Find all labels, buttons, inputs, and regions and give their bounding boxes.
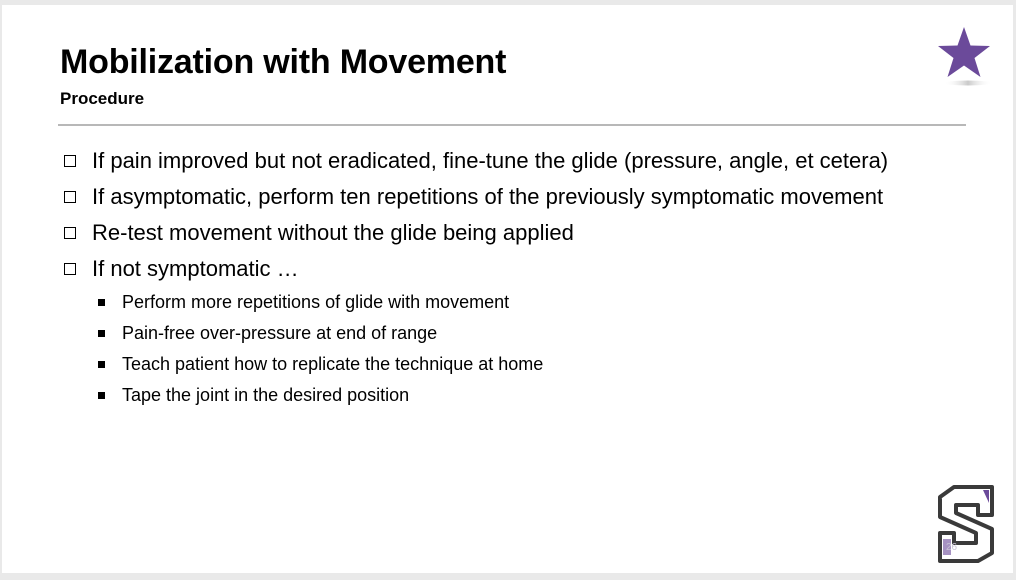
bullet-item	[62, 215, 888, 251]
filled-square-icon	[98, 299, 105, 306]
bullet-item	[62, 251, 888, 287]
s-shield-logo	[936, 483, 996, 565]
bullet-text: If asymptomatic, perform ten repetitions of the previously symptomatic movement	[92, 184, 884, 209]
slide-subtitle: Procedure	[60, 89, 145, 108]
star-icon	[934, 25, 994, 89]
bullet-item	[62, 179, 888, 215]
bullet-list	[62, 143, 888, 411]
page-number: 26	[946, 542, 958, 553]
subbullet-item	[98, 287, 888, 318]
subbullet-text: Tape the joint in the desired position	[122, 385, 410, 405]
subbullet-item	[98, 349, 888, 380]
bullet-item	[62, 143, 888, 179]
subbullet-item	[98, 318, 888, 349]
bullet-text: If not symptomatic …	[92, 256, 299, 281]
subbullet-group	[62, 287, 888, 411]
hollow-square-icon	[64, 155, 76, 167]
hollow-square-icon	[64, 191, 76, 203]
bullet-text: Re-test movement without the glide being applied	[92, 220, 574, 245]
subbullet-text: Perform more repetitions of glide with movement	[122, 292, 510, 312]
filled-square-icon	[98, 392, 105, 399]
subbullet-item	[98, 380, 888, 411]
hollow-square-icon	[64, 263, 76, 275]
filled-square-icon	[98, 330, 105, 337]
hollow-square-icon	[64, 227, 76, 239]
subbullet-text: Teach patient how to replicate the technique at home	[122, 354, 544, 374]
slide-title: Mobilization with Movement	[60, 43, 507, 81]
slide	[2, 5, 1013, 573]
filled-square-icon	[98, 361, 105, 368]
title-divider	[58, 124, 966, 126]
subbullet-text: Pain-free over-pressure at end of range	[122, 323, 438, 343]
subbullet-list	[62, 287, 888, 411]
bullet-text: If pain improved but not eradicated, fine-tune the glide (pressure, angle, et cetera)	[92, 148, 889, 173]
